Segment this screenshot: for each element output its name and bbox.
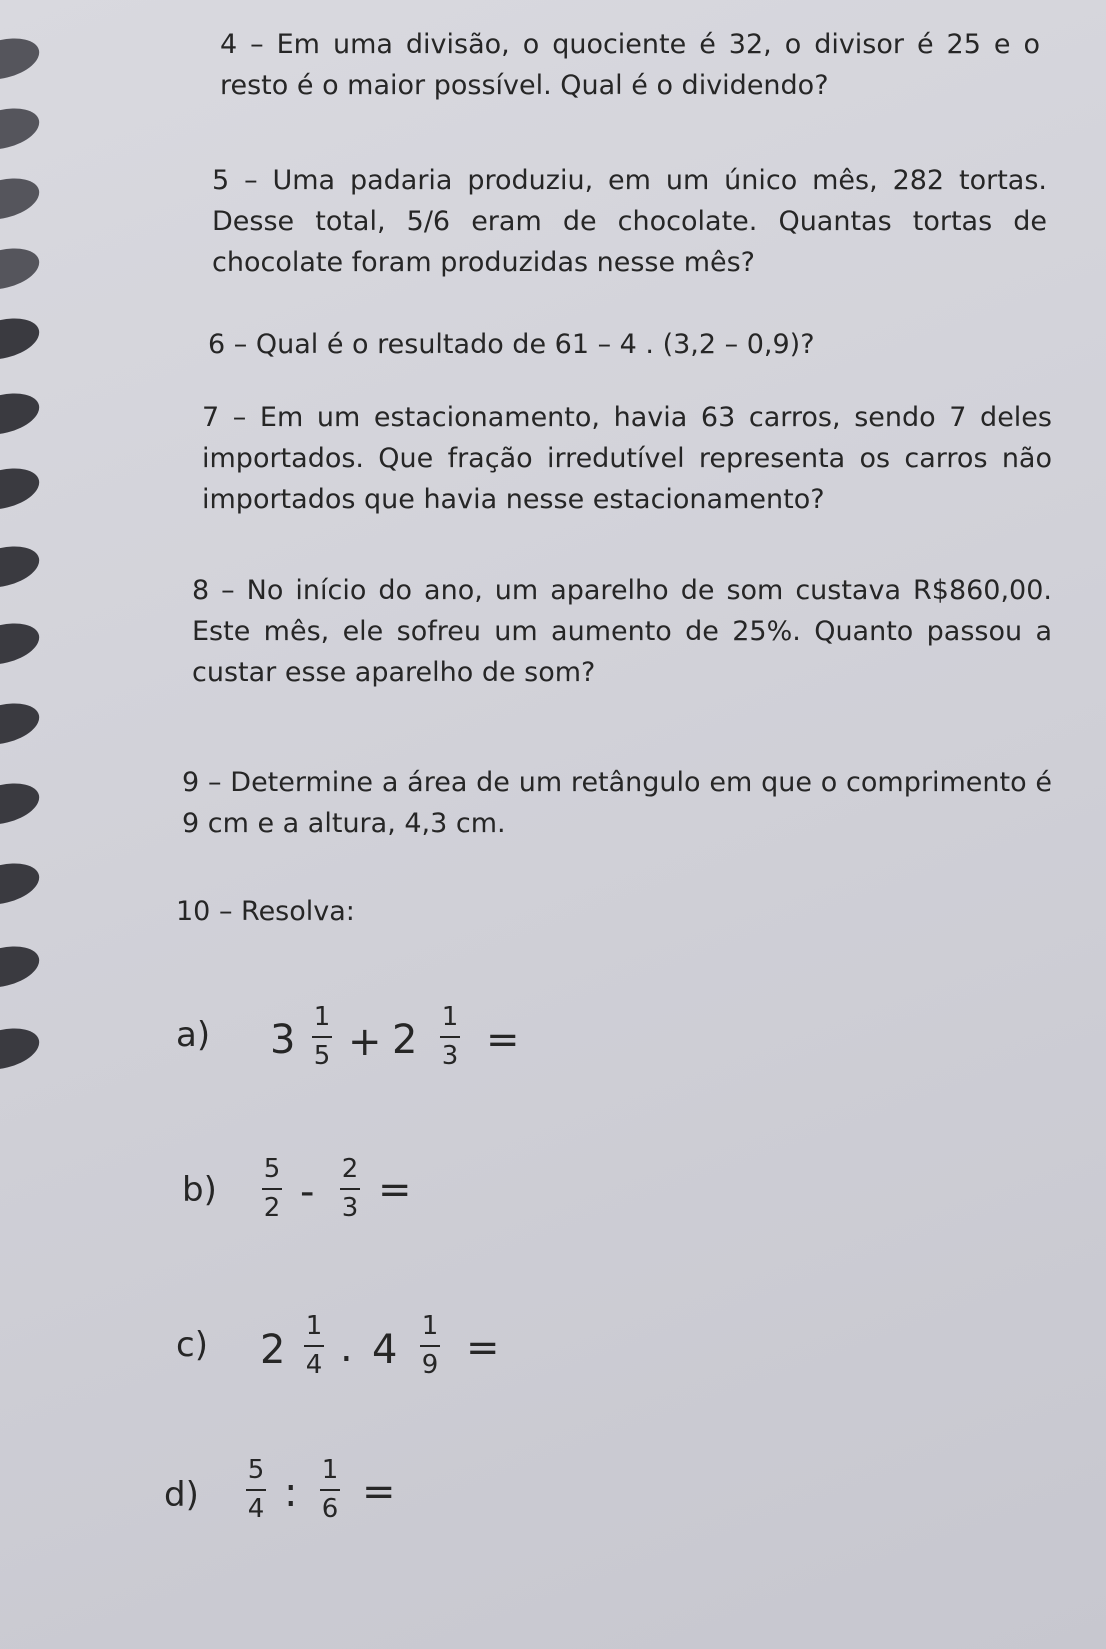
operator: : [284, 1470, 298, 1516]
numerator: 1 [305, 1311, 323, 1341]
denominator: 3 [341, 1193, 359, 1223]
denominator: 2 [263, 1193, 281, 1223]
fraction [262, 1155, 282, 1222]
denominator: 3 [441, 1041, 459, 1071]
question-9: 9 – Determine a área de um retângulo em que o comprimento é 9 cm e a altura, 4,3 cm. [182, 767, 1052, 839]
fraction [440, 1003, 460, 1070]
equals-sign: = [486, 1017, 520, 1063]
binding-hole [0, 540, 43, 595]
denominator: 9 [421, 1350, 439, 1380]
fraction-bar [340, 1188, 360, 1190]
fraction [320, 1456, 340, 1523]
whole-number: 2 [260, 1327, 286, 1373]
binding-hole [0, 32, 43, 87]
denominator: 6 [321, 1494, 339, 1524]
question-10: 10 – Resolva: [176, 896, 355, 927]
numerator: 1 [321, 1455, 339, 1485]
exercise-label: a) [176, 1015, 211, 1055]
fraction [312, 1003, 332, 1070]
fraction [340, 1155, 360, 1222]
binding-hole [0, 312, 43, 367]
fraction [246, 1456, 266, 1523]
denominator: 5 [313, 1041, 331, 1071]
binding-hole [0, 462, 43, 517]
numerator: 1 [441, 1002, 459, 1032]
fraction-bar [440, 1036, 460, 1038]
question-7: 7 – Em um estacionamento, havia 63 carros, sendo 7 deles importados. Que fração irredutível representa os carros não importados que havia nesse estacionamento? [202, 402, 1052, 515]
question-5: 5 – Uma padaria produziu, em um único mês, 282 tortas. Desse total, 5/6 eram de chocolate. Quantas tortas de chocolate foram produzidas nesse mês? [212, 165, 1047, 278]
denominator: 4 [247, 1494, 265, 1524]
binding-hole [0, 940, 43, 995]
binding-hole [0, 617, 43, 672]
fraction [304, 1312, 324, 1379]
fraction-bar [246, 1489, 266, 1491]
binding-hole [0, 857, 43, 912]
question-4: 4 – Em uma divisão, o quociente é 32, o divisor é 25 e o resto é o maior possível. Qual é o dividendo? [220, 29, 1040, 101]
fraction-bar [304, 1345, 324, 1347]
equals-sign: = [378, 1167, 412, 1213]
binding-hole [0, 777, 43, 832]
denominator: 4 [305, 1350, 323, 1380]
operator: - [300, 1169, 315, 1215]
exercise-label: c) [176, 1325, 208, 1365]
question-8: 8 – No início do ano, um aparelho de som custava R$860,00. Este mês, ele sofreu um aumento de 25%. Quanto passou a custar esse aparelho de som? [192, 575, 1052, 688]
binding-hole [0, 697, 43, 752]
exercise-label: d) [164, 1475, 199, 1515]
whole-number: 3 [270, 1017, 296, 1063]
numerator: 1 [421, 1311, 439, 1341]
numerator: 2 [341, 1154, 359, 1184]
fraction-bar [420, 1345, 440, 1347]
equals-sign: = [466, 1325, 500, 1371]
fraction-bar [320, 1489, 340, 1491]
whole-number: 4 [372, 1327, 398, 1373]
operator: . [340, 1325, 353, 1371]
equals-sign: = [362, 1469, 396, 1515]
numerator: 1 [313, 1002, 331, 1032]
numerator: 5 [263, 1154, 281, 1184]
binding-hole [0, 172, 43, 227]
fraction-bar [262, 1188, 282, 1190]
fraction [420, 1312, 440, 1379]
binding-hole [0, 242, 43, 297]
operator: + [348, 1019, 382, 1065]
whole-number: 2 [392, 1017, 418, 1063]
exercise-label: b) [182, 1170, 217, 1210]
question-6: 6 – Qual é o resultado de 61 – 4 . (3,2 – 0,9)? [208, 329, 815, 360]
fraction-bar [312, 1036, 332, 1038]
binding-hole [0, 387, 43, 442]
numerator: 5 [247, 1455, 265, 1485]
binding-hole [0, 102, 43, 157]
binding-hole [0, 1022, 43, 1077]
